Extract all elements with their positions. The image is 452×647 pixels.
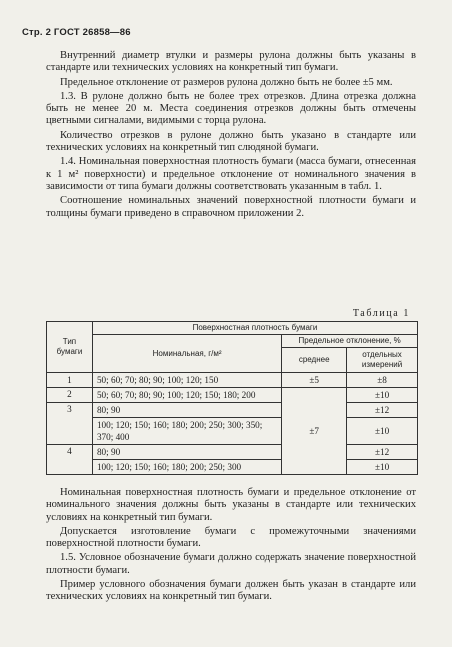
cell-type: 2 [47,388,93,403]
paragraph: Соотношение номинальных значений поверхностной плотности бумаги и толщины бумаги приведено в справочном приложении 2. [46,195,416,219]
table-row [47,445,418,460]
body-text-bottom [46,487,416,606]
table-caption: Таблица 1 [352,308,410,319]
cell-nominal: 80; 90 [92,403,281,418]
cell-type: 4 [47,445,93,475]
paragraph: Допускается изготовление бумаги с промежуточными значениями поверхностной плотности бумаги. [46,525,416,550]
table-header-row [47,322,418,335]
cell-nominal: 50; 60; 70; 80; 90; 100; 120; 150 [92,373,281,388]
cell-single: ±8 [347,373,418,388]
paragraph: Номинальная поверхностная плотность бумаги и предельное отклонение от номинального значения должны быть указаны в стандарте или технических условиях на конкретный тип бумаги. [46,487,416,523]
cell-nominal: 50; 60; 70; 80; 90; 100; 120; 150; 180; 200 [92,388,281,403]
cell-nominal: 80; 90 [92,445,281,460]
cell-nominal: 100; 120; 150; 160; 180; 200; 250; 300; 350; 370; 400 [92,418,281,445]
cell-average: ±5 [282,373,347,388]
cell-single: ±12 [347,403,418,418]
table-row [47,418,418,445]
cell-single: ±10 [347,388,418,403]
table-row [47,403,418,418]
table-row [47,388,418,403]
cell-single: ±10 [347,460,418,475]
table-header-row [47,335,418,348]
cell-single: ±12 [347,445,418,460]
col-header-nominal: Номинальная, г/м² [92,335,281,373]
cell-single: ±10 [347,418,418,445]
paragraph: 1.4. Номинальная поверхностная плотность бумаги (масса бумаги, отнесенная к 1 м² поверхности) и предельное отклонение от номинального значения в зависимости от типа бумаги должны соответствовать указанным в табл. 1. [46,156,416,192]
cell-type: 1 [47,373,93,388]
col-header-single: отдельных измерений [347,348,418,373]
cell-nominal: 100; 120; 150; 160; 180; 200; 250; 300 [92,460,281,475]
cell-type: 3 [47,403,93,445]
paragraph: Количество отрезков в рулоне должно быть указано в стандарте или технических условиях на конкретный тип слюдяной бумаги. [46,129,416,154]
paragraph: 1.3. В рулоне должно быть не более трех отрезков. Длина отрезка должна быть не менее 20 м. Места соединения отрезков должны быть отмечены цветными сигналами, видимыми с торца рулона. [46,90,416,127]
paragraph: Пример условного обозначения бумаги должен быть указан в стандарте или технических условиях на конкретный тип бумаги. [46,579,416,603]
table-row [47,373,418,388]
col-header-average: среднее [282,348,347,373]
col-header-deviation: Предельное отклонение, % [282,335,418,348]
body-text-top [46,50,416,222]
col-header-group: Поверхностная плотность бумаги [92,322,417,335]
table-row [47,460,418,475]
col-header-type: Тип бумаги [47,322,93,373]
density-table [46,321,418,475]
page-header: Стр. 2 ГОСТ 26858—86 [22,27,131,38]
paragraph: 1.5. Условное обозначение бумаги должно содержать значение поверхностной плотности бумаги. [46,552,416,576]
paragraph: Предельное отклонение от размеров рулона должно быть не более ±5 мм. [60,76,393,88]
cell-average: ±7 [282,388,347,475]
paragraph: Внутренний диаметр втулки и размеры рулона должны быть указаны в стандарте или технических условиях на конкретный тип бумаги. [46,50,416,74]
